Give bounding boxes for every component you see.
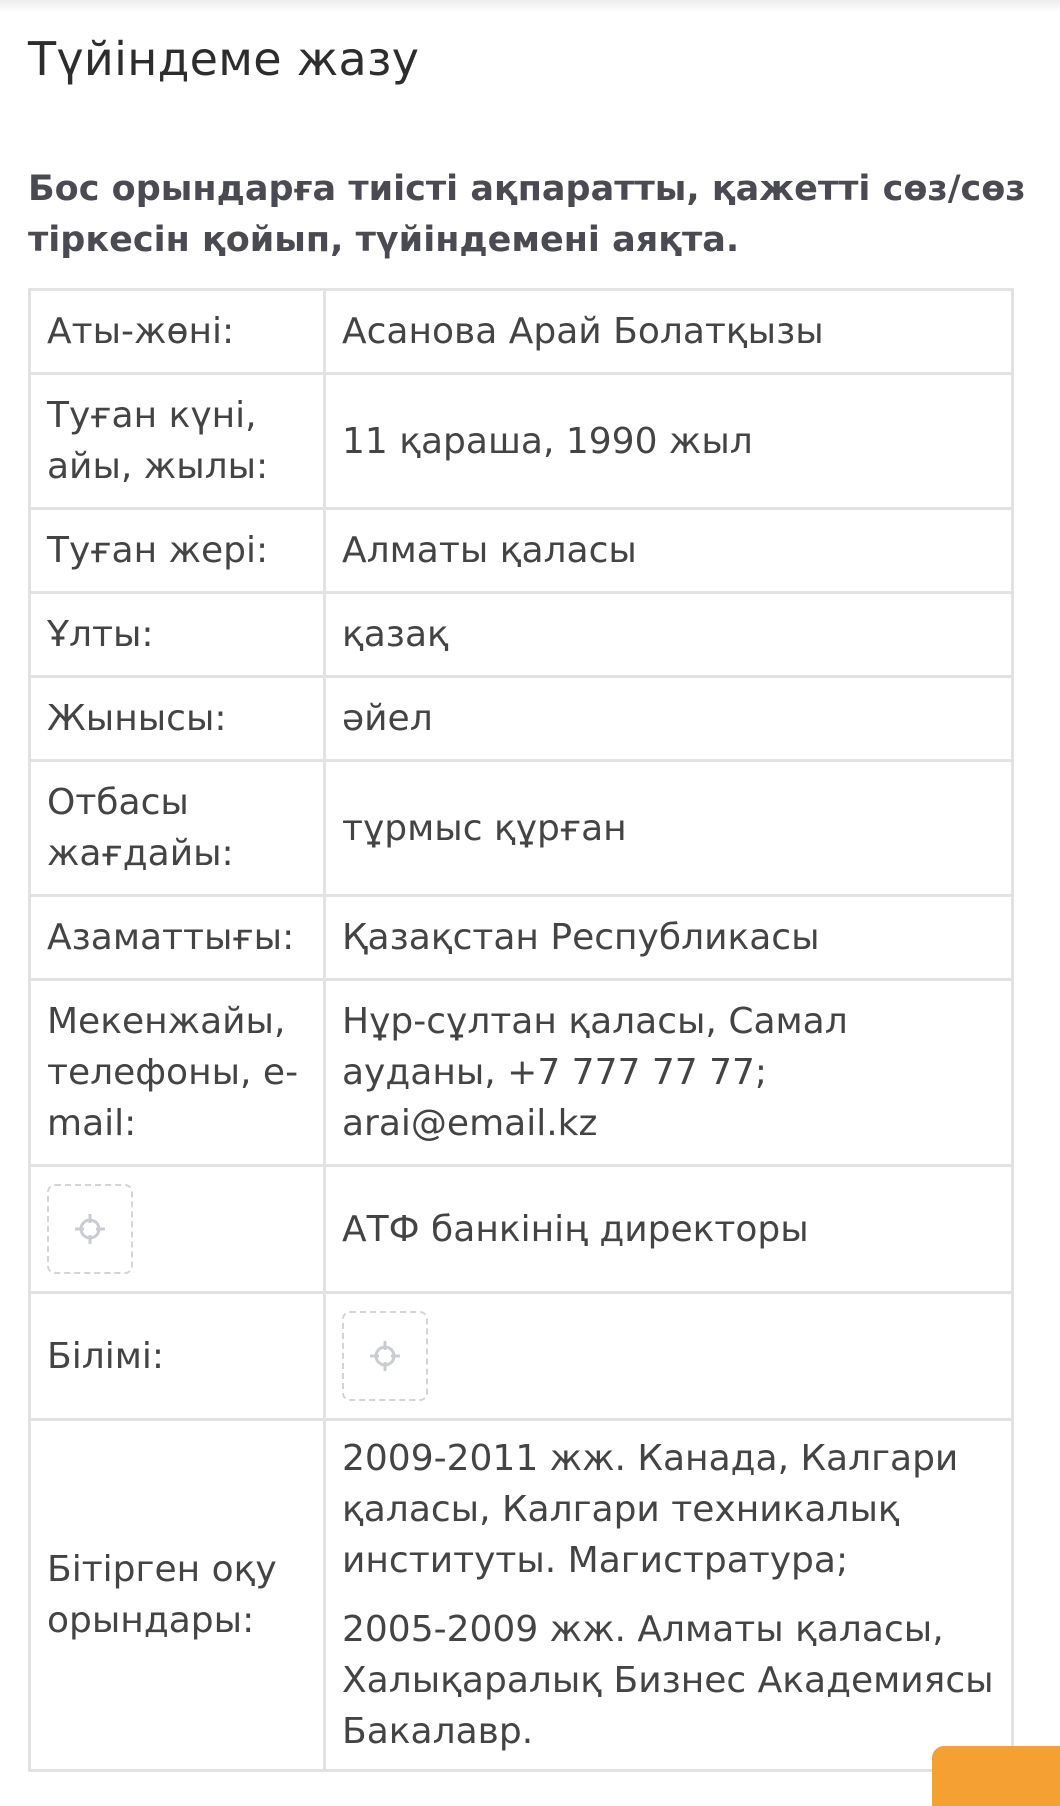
table-row bbox=[30, 677, 1013, 761]
row-value: әйел bbox=[325, 677, 1013, 761]
blank-value-cell bbox=[325, 1293, 1013, 1420]
institution-entry: 2005-2009 жж. Алматы қаласы, Халықаралық Бизнес Академиясы Бакалавр. bbox=[342, 1609, 994, 1752]
resume-table bbox=[28, 288, 1014, 1772]
task-instruction: Бос орындарға тиісті ақпаратты, қажетті сөз/сөз тіркесін қойып, түйіндемені аяқта. bbox=[28, 169, 1026, 260]
row-label: Туған жері: bbox=[30, 509, 325, 593]
row-label: Аты-жөні: bbox=[30, 290, 325, 374]
row-label: Білімі: bbox=[30, 1293, 325, 1420]
row-value: Қазақстан Республикасы bbox=[325, 896, 1013, 980]
table-row bbox=[30, 761, 1013, 896]
table-row bbox=[30, 509, 1013, 593]
row-label: Отбасы жағдайы: bbox=[30, 761, 325, 896]
row-label: Бітірген оқу орындары: bbox=[30, 1420, 325, 1771]
row-label: Туған күні, айы, жылы: bbox=[30, 374, 325, 509]
table-row bbox=[30, 1420, 1013, 1771]
row-value: Нұр-сұлтан қаласы, Самал ауданы, +7 777 77 77; arai@email.kz bbox=[325, 980, 1013, 1166]
floating-action-button[interactable] bbox=[932, 1746, 1060, 1806]
crosshair-icon bbox=[367, 1338, 403, 1374]
table-row bbox=[30, 1166, 1013, 1293]
row-value: қазақ bbox=[325, 593, 1013, 677]
row-label: Ұлты: bbox=[30, 593, 325, 677]
row-label: Жынысы: bbox=[30, 677, 325, 761]
table-row bbox=[30, 593, 1013, 677]
row-label: Азаматтығы: bbox=[30, 896, 325, 980]
page-title: Түйіндеме жазу bbox=[28, 32, 420, 86]
row-value: 11 қараша, 1990 жыл bbox=[325, 374, 1013, 509]
institution-entry: 2009-2011 жж. Канада, Калгари қаласы, Калгари техникалық институты. Магистратура; bbox=[342, 1438, 959, 1581]
drop-zone-position-label[interactable] bbox=[47, 1184, 133, 1274]
row-value: Асанова Арай Болатқызы bbox=[325, 290, 1013, 374]
table-row bbox=[30, 1293, 1013, 1420]
crosshair-icon bbox=[72, 1211, 108, 1247]
table-row bbox=[30, 896, 1013, 980]
table-row bbox=[30, 374, 1013, 509]
table-row bbox=[30, 290, 1013, 374]
row-value: тұрмыс құрған bbox=[325, 761, 1013, 896]
top-shadow bbox=[0, 0, 1060, 12]
row-value: Алматы қаласы bbox=[325, 509, 1013, 593]
row-value bbox=[325, 1420, 1013, 1771]
row-value: АТФ банкінің директоры bbox=[325, 1166, 1013, 1293]
blank-label-cell bbox=[30, 1166, 325, 1293]
table-row bbox=[30, 980, 1013, 1166]
row-label: Мекенжайы, телефоны, e-mail: bbox=[30, 980, 325, 1166]
drop-zone-education[interactable] bbox=[342, 1311, 428, 1401]
